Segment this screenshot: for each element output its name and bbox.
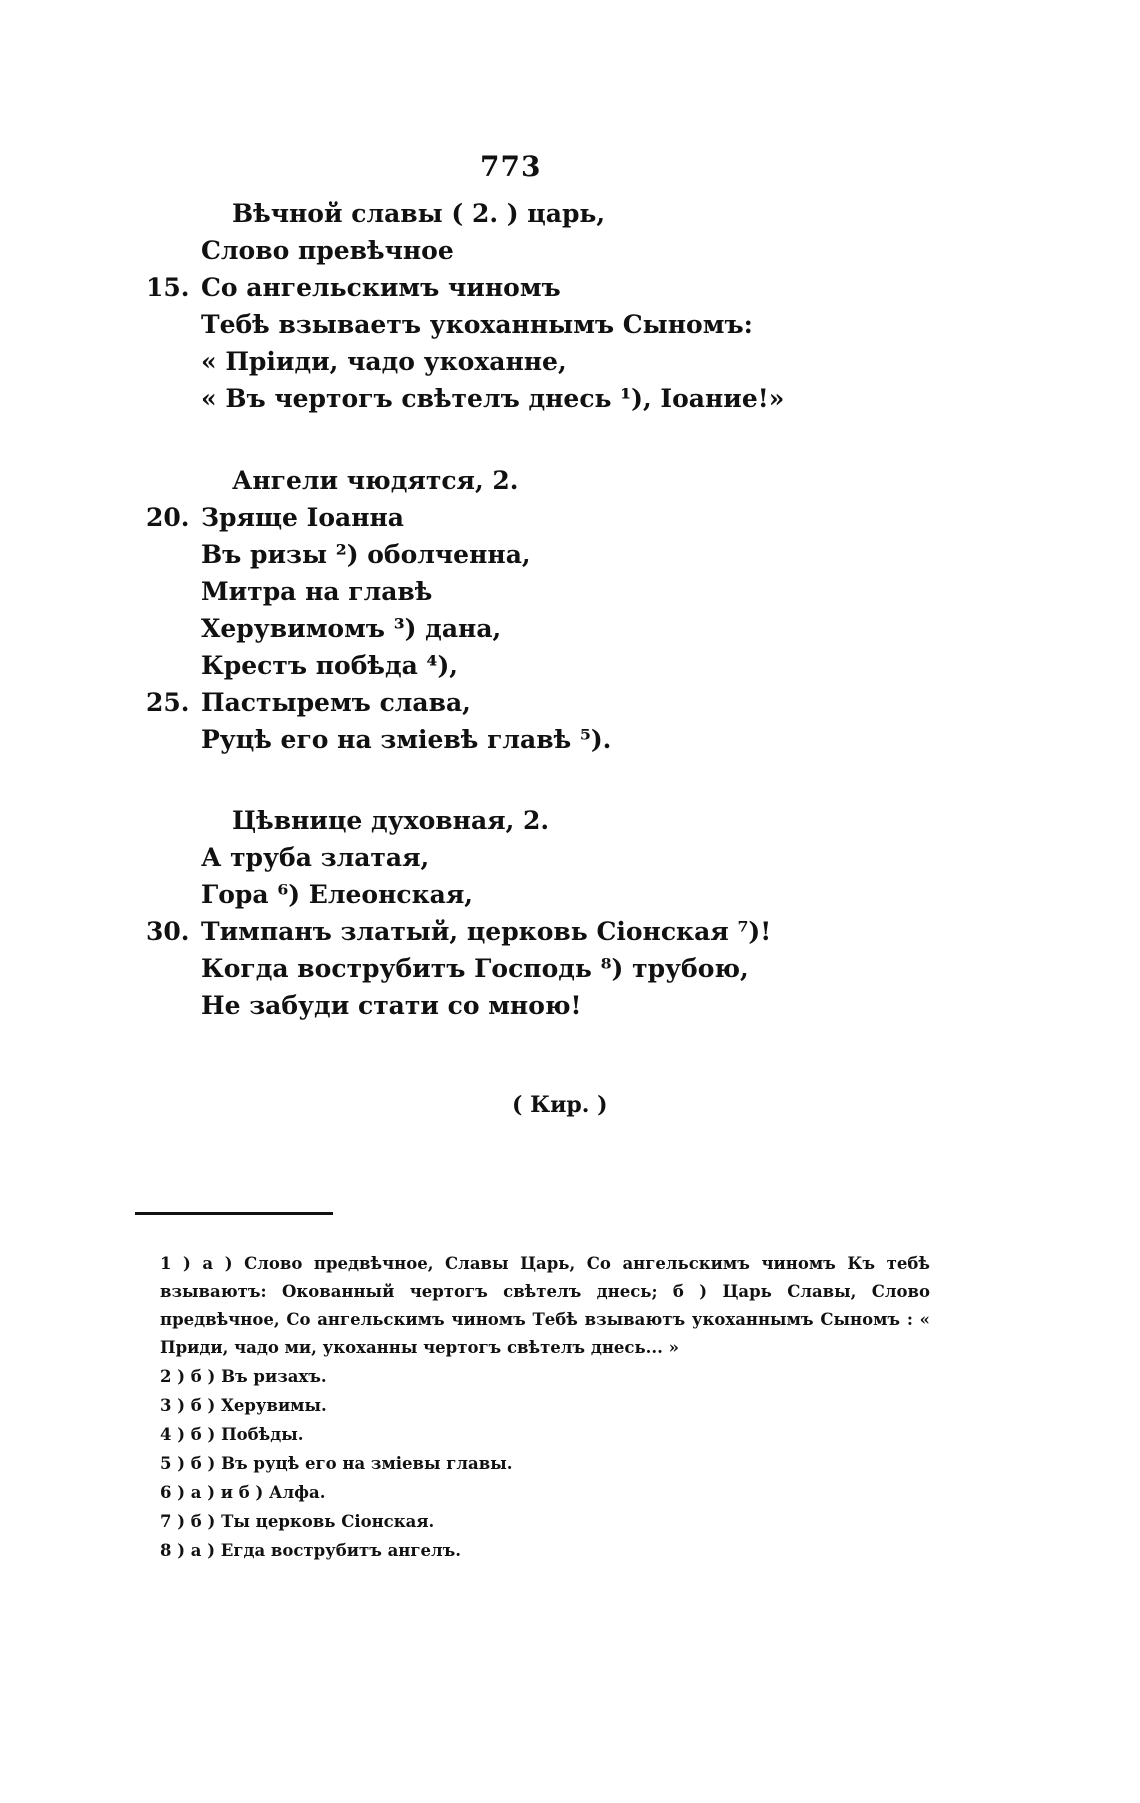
footnote: 7 ) б ) Ты церковь Сіонская. <box>160 1512 435 1531</box>
verse-text: Слово превѣчное <box>201 236 454 265</box>
verse-text: Со ангельскимъ чиномъ <box>201 273 561 302</box>
footnotes <box>160 1250 930 1565</box>
verse-text: Не забуди стати со мною! <box>201 991 582 1020</box>
footnote-divider <box>135 1212 333 1215</box>
verse-text: Пастыремъ слава, <box>201 688 471 717</box>
page-number: 773 <box>480 150 542 183</box>
verse-text: Тимпанъ златый, церковь Сіонская ⁷)! <box>201 917 772 946</box>
footnote: 4 ) б ) Побѣды. <box>160 1425 304 1444</box>
line-number: 20. <box>146 503 190 532</box>
line-number: 30. <box>146 917 190 946</box>
line-number: 25. <box>146 688 190 717</box>
refrain-text: Цѣвнице духовная, 2. <box>232 806 550 835</box>
refrain-text: Вѣчной славы ( 2. ) царь, <box>232 199 606 228</box>
footnote: 6 ) а ) и б ) Алфа. <box>160 1483 326 1502</box>
verse-text: Гора ⁶) Елеонская, <box>201 880 474 909</box>
verse-text: Въ ризы ²) оболченна, <box>201 540 531 569</box>
verse-text: « Пріиди, чадо укоханне, <box>201 347 567 376</box>
attribution: ( Кир. ) <box>512 1092 608 1118</box>
verse-text: Зряще Іоанна <box>201 503 405 532</box>
footnote: 8 ) а ) Егда вострубитъ ангелъ. <box>160 1541 462 1560</box>
verse-text: Тебѣ взываетъ укоханнымъ Сыномъ: <box>201 310 753 339</box>
verse-text: А труба златая, <box>201 843 430 872</box>
verse-text: Херувимомъ ³) дана, <box>201 614 502 643</box>
refrain-text: Ангели чюдятся, 2. <box>232 466 519 495</box>
footnote: 3 ) б ) Херувимы. <box>160 1396 327 1415</box>
verse-text: Когда вострубитъ Господь ⁸) трубою, <box>201 954 749 983</box>
footnote: 5 ) б ) Въ руцѣ его на змiевы главы. <box>160 1454 513 1473</box>
line-number: 15. <box>146 273 190 302</box>
footnote: 2 ) б ) Въ ризахъ. <box>160 1367 327 1386</box>
verse-text: « Въ чертогъ свѣтелъ днесь ¹), Іоание!» <box>201 384 785 413</box>
verse-text: Митра на главѣ <box>201 577 433 606</box>
footnote-1: 1 ) а ) Слово предвѣчное, Славы Царь, Со ангельскимъ чиномъ Къ тебѣ взываютъ: Окованный чертогъ свѣтелъ днесь; б ) Царь Славы, Слово предвѣчное, Со ангельскимъ чиномъ Тебѣ взываютъ укоханнымъ Сыномъ : « Приди, чадо ми, укоханны чертогъ свѣтелъ днесь... » <box>160 1254 930 1357</box>
verse-text: Руцѣ его на змiевѣ главѣ ⁵). <box>201 725 612 754</box>
verse-text: Крестъ побѣда ⁴), <box>201 651 458 680</box>
